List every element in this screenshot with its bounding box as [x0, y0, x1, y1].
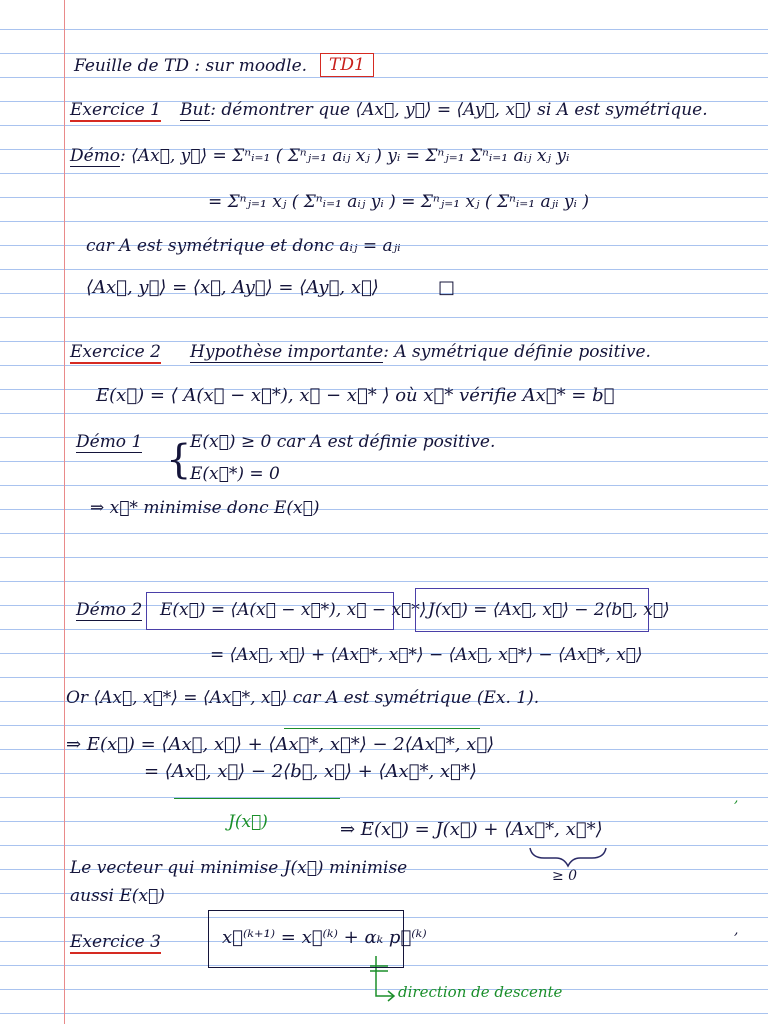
ex2-e-line1: ⇒ E(x⃗) = ⟨Ax⃗, x⃗⟩ + ⟨Ax⃗*, x⃗*⟩ − 2⟨Ax⃗*, x⃗⟩	[66, 734, 495, 755]
ex2-geq0: ≥ 0	[552, 868, 578, 884]
ex2-j-label: J(x⃗)	[228, 812, 268, 832]
ex1-title: Exercice 1	[70, 100, 161, 120]
ex2-e-line2: = ⟨Ax⃗, x⃗⟩ − 2⟨b⃗, x⃗⟩ + ⟨Ax⃗*, x⃗*⟩	[144, 761, 477, 782]
ex1-line2: = Σⁿⱼ₌₁ xⱼ ( Σⁿᵢ₌₁ aᵢⱼ yᵢ ) = Σⁿⱼ₌₁ xⱼ ( Σⁿᵢ₌₁ aⱼᵢ yᵢ )	[208, 192, 589, 212]
demo1-brace: {	[166, 437, 192, 483]
ex1-qed: □	[438, 277, 456, 298]
ex2-hyp-text: : A symétrique définie positive.	[383, 342, 651, 362]
ex2-title: Exercice 2	[70, 342, 161, 362]
ex2-conclusion1: Le vecteur qui minimise J(x⃗) minimise	[70, 858, 408, 878]
ex2-hyp-label: Hypothèse importante	[190, 342, 384, 362]
td-badge: TD1	[320, 53, 374, 77]
header-title: Feuille de TD : sur moodle.	[74, 56, 308, 76]
ex2-demo1-c: ⇒ x⃗* minimise donc E(x⃗)	[90, 498, 320, 518]
ex1-line1: : ⟨Ax⃗, y⃗⟩ = Σⁿᵢ₌₁ ( Σⁿⱼ₌₁ aᵢⱼ xⱼ ) yᵢ = Σⁿⱼ₌₁ Σⁿᵢ₌₁ aᵢⱼ xⱼ yᵢ	[120, 146, 570, 166]
underbrace	[530, 848, 606, 866]
ex2-energy: E(x⃗) = ⟨ A(x⃗ − x⃗*), x⃗ − x⃗* ⟩ où x⃗* vérifie Ax⃗* = b⃗	[96, 385, 615, 406]
ex2-conclusion2: aussi E(x⃗)	[70, 886, 165, 906]
ex2-demo2-label: Démo 2	[76, 600, 143, 620]
ex2-result: ⇒ E(x⃗) = J(x⃗) + ⟨Ax⃗*, x⃗*⟩	[340, 819, 603, 840]
ex3-title: Exercice 3	[70, 932, 161, 952]
ex2-demo1-a: E(x⃗) ≥ 0 car A est définie positive.	[190, 432, 496, 452]
box-j-text: J(x⃗) = ⟨Ax⃗, x⃗⟩ − 2⟨b⃗, x⃗⟩	[428, 600, 670, 620]
ex2-demo1-label: Démo 1	[76, 432, 143, 452]
ex2-expand: = ⟨Ax⃗, x⃗⟩ + ⟨Ax⃗*, x⃗*⟩ − ⟨Ax⃗, x⃗*⟩ − ⟨Ax⃗*, x⃗⟩	[210, 645, 643, 665]
box-e-text: E(x⃗) = ⟨A(x⃗ − x⃗*), x⃗ − x⃗*⟩	[160, 600, 427, 620]
ex1-demo-label: Démo	[70, 146, 121, 166]
ex1-goal-text: : démontrer que ⟨Ax⃗, y⃗⟩ = ⟨Ay⃗, x⃗⟩ si A est symétrique.	[210, 100, 708, 120]
ex3-formula: x⃗⁽ᵏ⁺¹⁾ = x⃗⁽ᵏ⁾ + αₖ p⃗⁽ᵏ⁾	[222, 927, 427, 948]
ex2-demo1-b: E(x⃗*) = 0	[190, 464, 280, 484]
ex2-or-line: Or ⟨Ax⃗, x⃗*⟩ = ⟨Ax⃗*, x⃗⟩ car A est symétrique (Ex. 1).	[66, 688, 540, 708]
pen-mark: ,	[734, 790, 739, 806]
ex1-goal-label: But	[180, 100, 211, 120]
ex1-line3: car A est symétrique et donc aᵢⱼ = aⱼᵢ	[86, 236, 401, 256]
ex1-line4: ⟨Ax⃗, y⃗⟩ = ⟨x⃗, Ay⃗⟩ = ⟨Ay⃗, x⃗⟩	[86, 277, 379, 298]
ex3-descent: direction de descente	[398, 983, 563, 1001]
pen-mark: ,	[734, 922, 739, 938]
